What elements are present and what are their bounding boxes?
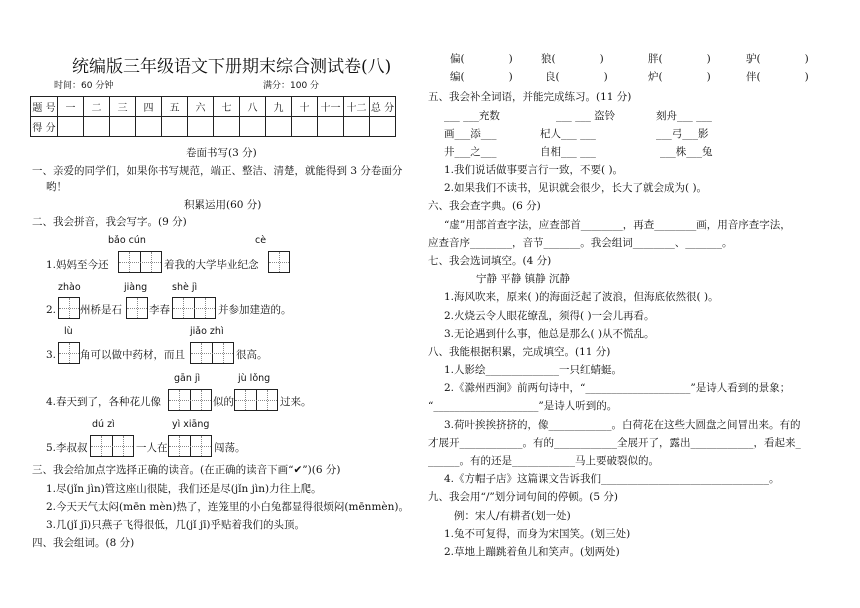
question-2-2: 2. — [46, 304, 57, 316]
score-head: 总 分 — [370, 97, 396, 117]
score-table — [30, 96, 396, 137]
idiom-item: 刻舟___ ___ — [656, 110, 712, 122]
word-bank: 宁静 平静 镇静 沉静 — [476, 273, 571, 285]
zuci-item: 驴( ) — [746, 53, 809, 65]
question-9-example: 例：宋人/有耕者(划一处) — [454, 510, 571, 522]
score-head: 三 — [110, 97, 136, 117]
char-box[interactable] — [58, 342, 80, 364]
question-8-3a: 3.荷叶挨挨挤挤的，像____________。白荷花在这些大圆盘之间冒出来。有的 — [444, 419, 801, 431]
pinyin: cè — [255, 235, 267, 246]
question-2-5: 5.李叔叔 — [46, 442, 88, 454]
score-head: 六 — [188, 97, 214, 117]
char-box[interactable] — [90, 435, 134, 457]
question-2-2-d: 并参加建造的。 — [218, 304, 292, 316]
char-box[interactable] — [118, 251, 162, 273]
idiom-item: ___株___兔 — [660, 146, 713, 158]
score-head: 五 — [162, 97, 188, 117]
question-2-3-c: 很高。 — [236, 349, 268, 361]
zuci-item: 胖( ) — [648, 53, 711, 65]
question-3-2: 2.今天天气太闷(mēn mèn)热了，连笼里的小白兔都显得很烦闷(mēnmèn)。 — [46, 501, 409, 513]
question-9-1: 1.兔不可复得，而身为宋国笑。(划三处) — [444, 528, 631, 540]
char-box[interactable] — [172, 297, 216, 319]
question-2-5-c: 闯荡。 — [214, 442, 246, 454]
score-head: 九 — [266, 97, 292, 117]
score-value-row — [31, 117, 396, 137]
pinyin: jù lǒng — [238, 373, 271, 384]
question-2-1: 1.妈妈至今还 — [46, 259, 109, 271]
score-head: 一 — [58, 97, 84, 117]
score-cell[interactable] — [344, 117, 370, 137]
pinyin: shè jì — [172, 282, 198, 293]
idiom-item: 井___之___ — [444, 146, 497, 158]
pinyin: zhào — [58, 282, 81, 293]
score-label: 得 分 — [31, 117, 58, 137]
score-cell[interactable] — [84, 117, 110, 137]
zuci-item: 编( ) — [450, 71, 513, 83]
pinyin: jiǎo zhì — [190, 326, 224, 337]
zuci-item: 狼( ) — [541, 53, 604, 65]
score-cell[interactable] — [266, 117, 292, 137]
score-header-row — [31, 97, 396, 117]
score-head: 十二 — [344, 97, 370, 117]
char-box[interactable] — [168, 389, 212, 411]
question-2-2-b: 州桥是石 — [80, 304, 122, 316]
pinyin: jiàng — [124, 282, 148, 293]
section-handwriting: 卷面书写(3 分) — [186, 147, 257, 159]
question-4: 四、我会组词。(8 分) — [32, 537, 135, 549]
score-cell[interactable] — [240, 117, 266, 137]
question-2-2-c: 李春 — [149, 304, 170, 316]
idiom-item: 杞人___ ___ — [540, 128, 596, 140]
question-3: 三、我会给加点字选择正确的读音。(在正确的读音下画“✔”)(6 分) — [32, 464, 341, 476]
question-3-1: 1.尽(jǐn jìn)管这座山很陡，我们还是尽(jǐn jìn)力往上爬。 — [46, 483, 322, 495]
pinyin: gān jì — [174, 373, 201, 384]
score-head: 题 号 — [31, 97, 58, 117]
char-box[interactable] — [58, 297, 80, 319]
zuci-item: 炉( ) — [648, 71, 711, 83]
idiom-item: 画___添___ — [444, 128, 497, 140]
score-cell[interactable] — [370, 117, 396, 137]
question-8-3b: 才展开____________。有的____________全展开了，露出____________，看起来_ — [428, 437, 801, 449]
idiom-item: 自相___ ___ — [540, 146, 596, 158]
question-8: 八、我能根据积累，完成填空。(11 分) — [428, 346, 611, 358]
pinyin: lù — [64, 326, 73, 337]
question-7-2: 2.火烧云令人眼花缭乱，须得( )一会儿再看。 — [444, 310, 655, 322]
score-head: 十一 — [318, 97, 344, 117]
question-8-2a: 2.《滁州西涧》前两句诗中，“____________________”是诗人看到的景象； — [444, 382, 791, 394]
score-head: 二 — [84, 97, 110, 117]
char-box[interactable] — [168, 435, 212, 457]
question-6-b: 应查音序________，音节_______。我会组词________、_______。 — [428, 237, 733, 249]
zuci-item: 偏( ) — [450, 53, 513, 65]
char-box[interactable] — [268, 251, 290, 273]
question-2-4-b: 似的 — [213, 396, 234, 408]
question-2-1-b: 着我的大学毕业纪念 — [164, 259, 259, 271]
score-cell[interactable] — [188, 117, 214, 137]
question-2-4: 4.春天到了，各种花儿像 — [46, 396, 162, 408]
question-2: 二、我会拼音，我会写字。(9 分) — [32, 216, 187, 228]
page-title: 统编版三年级语文下册期末综合测试卷(八) — [72, 57, 392, 77]
zuci-item: 伴( ) — [746, 71, 809, 83]
score-cell[interactable] — [318, 117, 344, 137]
score-head: 四 — [136, 97, 162, 117]
pinyin: bǎo cún — [108, 235, 146, 246]
pinyin: yì xiāng — [172, 419, 210, 430]
question-8-3c: ______。有的还是____________马上要破裂似的。 — [428, 455, 659, 467]
score-cell[interactable] — [162, 117, 188, 137]
score-cell[interactable] — [58, 117, 84, 137]
idiom-item: ___ ___充数 — [444, 110, 500, 122]
zuci-item: 良( ) — [545, 71, 608, 83]
question-6: 六、我会查字典。(6 分) — [428, 200, 541, 212]
question-7-3: 3.无论遇到什么事，他总是那么( )从不慌乱。 — [444, 328, 655, 340]
exam-time: 时间：60 分钟 — [54, 81, 114, 91]
question-2-5-b: 一人在 — [136, 442, 168, 454]
question-8-2b: “____________________”是诗人听到的。 — [428, 400, 618, 412]
question-7: 七、我会选词填空。(4 分) — [428, 255, 552, 267]
char-box[interactable] — [126, 297, 148, 319]
score-head: 八 — [240, 97, 266, 117]
score-head: 十 — [292, 97, 318, 117]
full-score: 满分：100 分 — [263, 81, 320, 91]
question-5-1: 1.我们说话做事要言行一致，不要( )。 — [444, 164, 624, 176]
question-2-3: 3. — [46, 349, 57, 361]
score-head: 七 — [214, 97, 240, 117]
question-2-4-c: 过来。 — [280, 396, 312, 408]
section-accumulation: 积累运用(60 分) — [184, 199, 262, 211]
question-9: 九、我会用“/”划分词句间的停顿。(5 分) — [428, 491, 618, 503]
question-1: 一、亲爱的同学们，如果你书写规范，端正、整洁、清楚，就能得到 3 分卷面分 — [32, 165, 403, 177]
question-8-4: 4.《方帽子店》这篇课文告诉我们________________________________。 — [444, 473, 780, 485]
score-cell[interactable] — [292, 117, 318, 137]
question-8-1: 1.人影绘______________一只红蜻蜓。 — [444, 364, 623, 376]
question-2-3-b: 角可以做中药材，而且 — [80, 349, 185, 361]
score-cell[interactable] — [214, 117, 240, 137]
pinyin: dú zì — [92, 419, 115, 430]
idiom-item: ___ ___ 盗铃 — [556, 110, 616, 122]
idiom-item: ___弓___影 — [656, 128, 709, 140]
question-9-2: 2.草地上蹦跳着鱼儿和笑声。(划两处) — [444, 546, 620, 558]
question-5: 五、我会补全词语，并能完成练习。(11 分) — [428, 91, 632, 103]
question-1-cont: 哟！ — [46, 181, 67, 193]
char-box[interactable] — [234, 389, 278, 411]
question-6-a: “虚”用部首查字法，应查部首________，再查________画，用音序查字法， — [444, 219, 791, 231]
score-cell[interactable] — [136, 117, 162, 137]
score-cell[interactable] — [110, 117, 136, 137]
question-3-3: 3.几(jǐ jī)只燕子飞得很低，几(jǐ jī)乎贴着我们的头顶。 — [46, 519, 306, 531]
question-7-1: 1.海风吹来，原来( )的海面泛起了波浪，但海底依然很( )。 — [444, 291, 719, 303]
char-box[interactable] — [190, 342, 234, 364]
question-5-2: 2.如果我们不读书，见识就会很少，长大了就会成为( )。 — [444, 182, 708, 194]
